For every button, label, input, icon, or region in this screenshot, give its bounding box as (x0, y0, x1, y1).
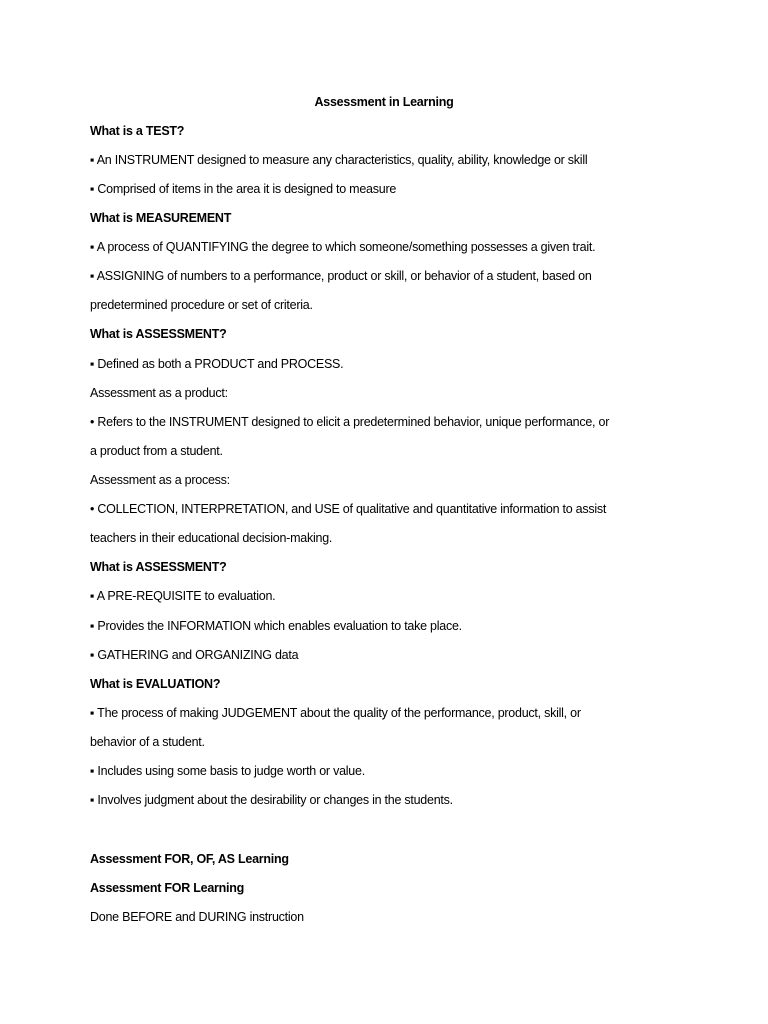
doc-line: Assessment as a product: (90, 386, 228, 400)
doc-line: predetermined procedure or set of criteria. (90, 298, 313, 312)
doc-line: Assessment FOR, OF, AS Learning (90, 852, 289, 866)
doc-line: Done BEFORE and DURING instruction (90, 910, 304, 924)
doc-line: ▪ An INSTRUMENT designed to measure any characteristics, quality, ability, knowledge or skill (90, 153, 588, 167)
doc-line: ▪ Involves judgment about the desirability or changes in the students. (90, 793, 453, 807)
doc-line: • Refers to the INSTRUMENT designed to elicit a predetermined behavior, unique performance, or (90, 415, 610, 429)
doc-line: ▪ Provides the INFORMATION which enables evaluation to take place. (90, 619, 462, 633)
doc-line: a product from a student. (90, 444, 223, 458)
doc-line: What is ASSESSMENT? (90, 560, 227, 574)
doc-line: ▪ Defined as both a PRODUCT and PROCESS. (90, 357, 344, 371)
doc-line: Assessment FOR Learning (90, 881, 245, 895)
doc-line: ▪ GATHERING and ORGANIZING data (90, 648, 299, 662)
doc-line: ▪ A process of QUANTIFYING the degree to which someone/something possesses a given trait. (90, 240, 596, 254)
doc-line: What is EVALUATION? (90, 677, 221, 691)
doc-line: • COLLECTION, INTERPRETATION, and USE of qualitative and quantitative information to assist (90, 502, 607, 516)
doc-line: ▪ A PRE-REQUISITE to evaluation. (90, 589, 276, 603)
doc-line: Assessment as a process: (90, 473, 230, 487)
doc-line: What is MEASUREMENT (90, 211, 232, 225)
doc-line: What is ASSESSMENT? (90, 327, 227, 341)
doc-line: behavior of a student. (90, 735, 205, 749)
doc-line: teachers in their educational decision-making. (90, 531, 333, 545)
doc-line: What is a TEST? (90, 124, 185, 138)
doc-line: ▪ The process of making JUDGEMENT about the quality of the performance, product, skill, or (90, 706, 581, 720)
doc-line: ▪ Includes using some basis to judge worth or value. (90, 764, 365, 778)
doc-line: ▪ ASSIGNING of numbers to a performance, product or skill, or behavior of a student, based on (90, 269, 592, 283)
doc-line: ▪ Comprised of items in the area it is designed to measure (90, 182, 397, 196)
page-title: Assessment in Learning (314, 95, 454, 109)
